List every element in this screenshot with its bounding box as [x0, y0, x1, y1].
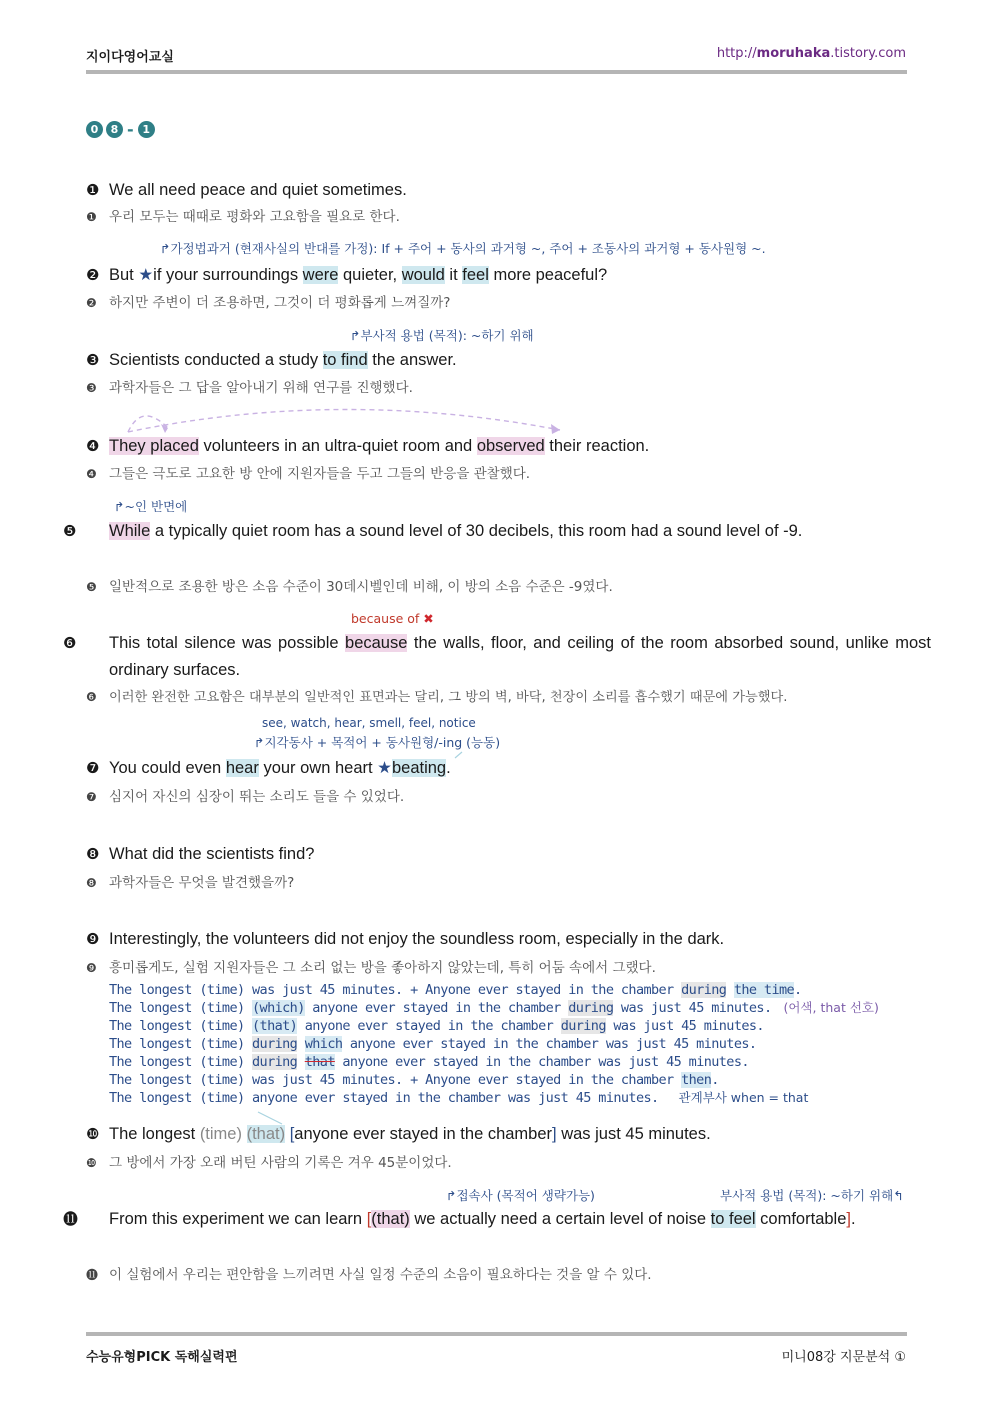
- sentence-1-en: ❶ We all need peace and quiet sometimes.: [86, 181, 407, 199]
- sentence-2-en: ❷ But ★if your surroundings were quieter, would it feel more peaceful?: [86, 266, 608, 284]
- grammar-note-because: because of ✖: [351, 611, 434, 626]
- sentence-2-ko: ❷ 하지만 주변이 더 조용하면, 그것이 더 평화롭게 느껴질까?: [86, 295, 451, 311]
- star-icon: ★: [138, 266, 154, 284]
- highlight-that: (that): [371, 1210, 410, 1228]
- highlight-they: They: [109, 437, 146, 455]
- sentence-11-ko: ⓫ 이 실험에서 우리는 편안함을 느끼려면 사실 일정 수준의 소음이 필요하다는 것을 알 수 있다.: [86, 1267, 652, 1283]
- star-icon: ★: [377, 759, 392, 777]
- sentence-9-en: ❾ Interestingly, the volunteers did not enjoy the soundless room, especially in the dark.: [86, 930, 725, 948]
- footer-book-title: 수능유형PICK 독해실력편: [86, 1350, 238, 1365]
- highlight-would: would: [401, 266, 445, 284]
- sentence-9-ko: ❾ 흥미롭게도, 실험 지원자들은 그 소리 없는 방을 좋아하지 않았는데, 특히 어둠 속에서 그랬다.: [86, 960, 656, 976]
- badge-digit: 1: [138, 121, 155, 138]
- cross-icon: ✖: [423, 611, 434, 626]
- grammar-note-perception: ↱지각동사 + 목적어 + 동사원형/-ing (능동): [254, 735, 501, 750]
- highlight-to-find: to find: [322, 351, 368, 369]
- sentence-8-ko: ❽ 과학자들은 무엇을 발견했을까?: [86, 875, 295, 891]
- sentence-6-en: ❻ This total silence was possible because the walls, floor, and ceiling of the room absorbed sound, unlike most ordinary surfaces.: [63, 634, 931, 679]
- sentence-5-en: ❺ While a typically quiet room has a sound level of 30 decibels, this room had a sound level of -9.: [63, 522, 803, 540]
- sentence-3-en: ❸ Scientists conducted a study to find the answer.: [86, 351, 457, 369]
- variant-comment: (어색, that 선호): [783, 1000, 879, 1015]
- variant-line: The longest (time) anyone ever stayed in the chamber was just 45 minutes. 관계부사 when = that: [109, 1090, 809, 1106]
- grammar-note-while: ↱~인 반면에: [114, 499, 188, 514]
- sentence-4-en: ❹ They placed volunteers in an ultra-quiet room and observed their reaction.: [86, 437, 650, 455]
- omitted-time: (time): [199, 1125, 242, 1143]
- sentence-5-ko: ❺ 일반적으로 조용한 방은 소음 수준이 30데시벨인데 비해, 이 방의 소음 수준은 -9였다.: [86, 579, 613, 595]
- grammar-note-conjunction: ↱접속사 (목적어 생략가능): [446, 1188, 595, 1203]
- highlight-while: While: [109, 522, 151, 540]
- highlight-hear: hear: [225, 759, 259, 777]
- badge-digit: 0: [86, 121, 103, 138]
- struck-that: that: [304, 1054, 335, 1070]
- highlight-observed: observed: [476, 437, 545, 455]
- sentence-7-ko: ❼ 심지어 자신의 심장이 뛰는 소리도 들을 수 있었다.: [86, 789, 405, 805]
- variant-line: The longest (time) (which) anyone ever stayed in the chamber during was just 45 minutes. (어색, that 선호): [109, 1000, 879, 1016]
- header-url[interactable]: http://moruhaka.tistory.com: [716, 46, 906, 61]
- variant-line: The longest (time) during that anyone ever stayed in the chamber was just 45 minutes.: [109, 1054, 749, 1070]
- sentence-6-ko: ❻ 이러한 완전한 고요함은 대부분의 일반적인 표면과는 달리, 그 방의 벽, 바닥, 천장이 소리를 흡수했기 때문에 가능했다.: [86, 690, 788, 705]
- variant-comment: 관계부사 when = that: [678, 1090, 809, 1105]
- highlight-beating: beating: [391, 759, 447, 777]
- sentence-7-en: ❼ You could even hear your own heart ★beating.: [86, 759, 451, 777]
- variant-line: The longest (time) was just 45 minutes. + Anyone ever stayed in the chamber then.: [109, 1072, 719, 1088]
- grammar-note-infinitive: ↱부사적 용법 (목적): ~하기 위해: [350, 328, 534, 343]
- grammar-note-subjunctive: ↱가정법과거 (현재사실의 반대를 가정): If + 주어 + 동사의 과거형 ~, 주어 + 조동사의 과거형 + 동사원형 ~.: [160, 241, 766, 256]
- badge-separator: -: [127, 120, 134, 139]
- sentence-1-ko: ❶ 우리 모두는 때때로 평화와 고요함을 필요로 한다.: [86, 209, 400, 225]
- badge-digit: 8: [106, 121, 123, 138]
- sentence-4-ko: ❹ 그들은 극도로 고요한 방 안에 지원자들을 두고 그들의 반응을 관찰했다.: [86, 466, 531, 482]
- footer-rule: [86, 1332, 907, 1336]
- footer-lesson: 미니08강 지문분석 ①: [781, 1350, 906, 1365]
- perception-verbs-list: see, watch, hear, smell, feel, notice: [262, 716, 476, 730]
- sentence-3-ko: ❸ 과학자들은 그 답을 알아내기 위해 연구를 진행했다.: [86, 380, 413, 396]
- variant-line: The longest (time) was just 45 minutes. + Anyone ever stayed in the chamber during the time.: [109, 982, 802, 998]
- sentence-10-en: ❿ The longest (time) (that) [anyone ever stayed in the chamber] was just 45 minutes.: [86, 1125, 711, 1143]
- omitted-that: (that): [246, 1125, 286, 1143]
- sentence-10-ko: ❿ 그 방에서 가장 오래 버틴 사람의 기록은 겨우 45분이었다.: [86, 1155, 452, 1171]
- sentence-11-en: ⓫ From this experiment we can learn [(that) we actually need a certain level of noise to feel comfortable].: [63, 1210, 856, 1228]
- variant-line: The longest (time) (that) anyone ever stayed in the chamber during was just 45 minutes.: [109, 1018, 764, 1034]
- grammar-note-purpose: 부사적 용법 (목적): ~하기 위해↰: [720, 1188, 904, 1203]
- highlight-because: because: [345, 634, 408, 652]
- highlight-to-feel: to feel: [710, 1210, 756, 1228]
- variant-line: The longest (time) during which anyone ever stayed in the chamber was just 45 minutes.: [109, 1036, 757, 1052]
- sentence-variants: [109, 981, 879, 1107]
- highlight-feel: feel: [462, 266, 489, 284]
- header-title: 지이다영어교실: [86, 50, 174, 65]
- highlight-were: were: [302, 266, 339, 284]
- highlight-placed: placed: [150, 437, 199, 455]
- sentence-8-en: ❽ What did the scientists find?: [86, 845, 315, 863]
